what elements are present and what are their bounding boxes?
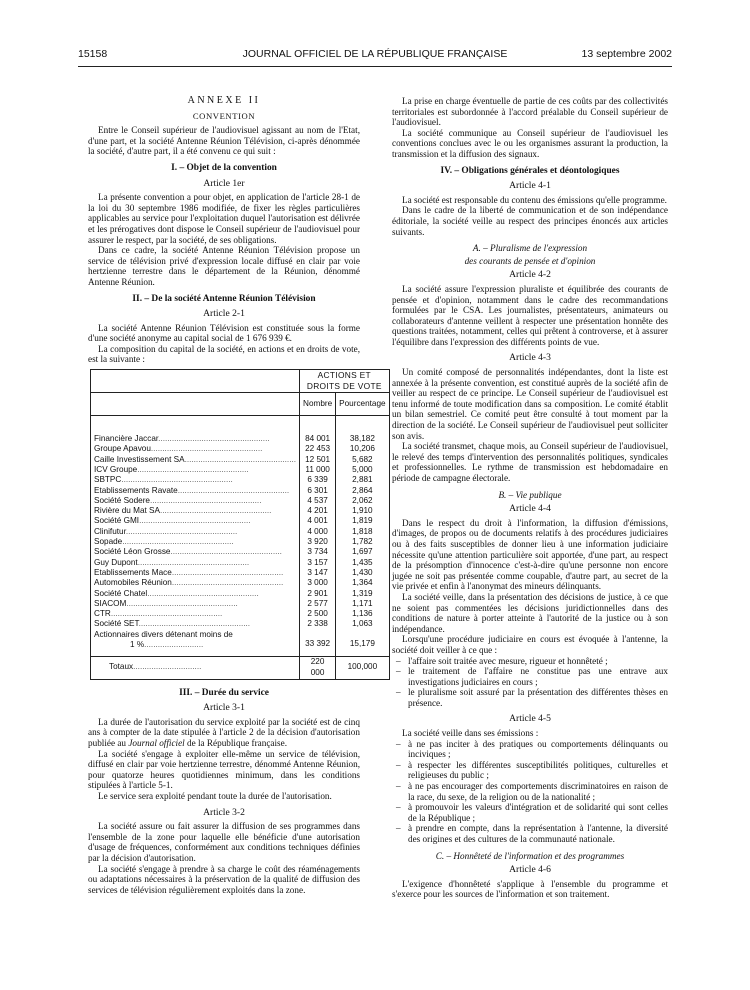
table-row [91,486,390,496]
article-3-2-paragraph: La société s'engage à prendre à sa charge le coût des réaménagements ou adaptations nécessaires à la préservation de la qualité de diffusion des services de télévision régulièrement exploités dans la zone. [88,863,360,895]
section-3-title: III. – Durée du service [179,687,269,698]
shareholder-name [91,475,300,485]
shareholder-name [91,630,300,657]
share-count: 4 537 [300,496,336,506]
shareholder-name [91,537,300,547]
share-count: 84 001 [300,416,336,445]
shareholder-name-text: Groupe Apavou [94,444,151,454]
shareholder-name [91,527,300,537]
share-percentage: 1,136 [336,609,389,619]
article-1-paragraph: Dans ce cadre, la société Antenne Réunion Télévision propose un service de télévision privé d'expression locale diffusé en clair par voie hertzienne terrestre dans le département de la Réunion, dénommé Antenne Réunion. [88,245,360,287]
shareholder-name-text: Société SET [94,619,139,629]
share-percentage: 2,062 [336,496,389,506]
shareholder-name [91,506,300,516]
article-4-3-paragraph: Un comité composé de personnalités indépendantes, dont la liste est annexée à la présente convention, est constitué auprès de la société afin de veiller au respect de ce principe. Le Conseil supérieur de l'audiovisuel est tenu informé de toute modification dans sa composition. Le comité établit un bilan semestriel. Ce comité peut être consulté à tout moment par la direction de la société. Le Conseil supérieur de l'audiovisuel peut solliciter son avis. [392,367,668,441]
shareholder-name [91,416,300,445]
share-count: 22 453 [300,444,336,454]
right-column [392,96,668,900]
intro-paragraph: Entre le Conseil supérieur de l'audiovisuel agissant au nom de l'Etat, d'une part, et la société Antenne Réunion Télévision, ci-après dénommée la société, d'autre part, il a été convenu ce qui suit : [88,125,360,157]
shareholder-name [91,547,300,557]
total-label-text: Totaux [109,662,134,672]
shareholder-name-text: Guy Dupont [94,557,138,567]
article-4-3-title: Article 4-3 [509,352,551,364]
article-3-1-paragraph: Le service sera exploité pendant toute la durée de l'autorisation. [98,791,332,802]
divers-label-line1: Actionnaires divers détenant moins de [94,629,233,639]
table-row [91,609,390,619]
shareholder-name-text: Société Sodere [94,495,150,505]
shareholder-name-text: CTR [94,609,111,619]
shareholder-name [91,599,300,609]
table-body [91,416,390,630]
page-header [78,48,672,64]
table-row [91,496,390,506]
leader-dots: ................................................. [122,537,234,547]
article-3-1-paragraph: La société s'engage à exploiter elle-même un service de télévision, diffusé en clair par voie hertzienne terrestre, dénommé Antenne Réunion, pour quatorze heures quotidiennes minimum, dans les conditions stipulées à l'article 5-1. [88,748,360,791]
issue-date: 13 septembre 2002 [581,48,672,60]
shareholder-name [91,444,300,454]
article-4-5-title: Article 4-5 [509,713,551,725]
share-percentage: 10,206 [336,444,389,454]
table-row [91,465,390,475]
article-4-1-paragraph: La société est responsable du contenu des émissions qu'elle programme. [402,194,667,205]
total-label [91,656,300,679]
article-4-4-paragraph: Lorsqu'une procédure judiciaire en cours est évoquée à l'antenne, la société doit veiller à ce que : [392,634,668,655]
table-row [91,527,390,537]
share-percentage: 1,435 [336,558,389,568]
article-4-1-title: Article 4-1 [509,180,551,192]
share-percentage: 1,910 [336,506,389,516]
share-percentage: 1,171 [336,599,389,609]
list-item: – à ne pas encourager des comportements discriminatoires en raison de la race, du sexe, de la religion ou de la nationalité ; [392,781,668,802]
list-item: – à prendre en compte, dans la représentation à l'antenne, la diversité des origines et des cultures de la communauté nationale. [392,823,668,844]
list-item: – le pluralisme soit assuré par la présentation des différentes thèses en présence. [392,687,668,708]
share-count: 6 301 [300,486,336,496]
article-4-4-title: Article 4-4 [509,503,551,515]
share-count: 2 338 [300,619,336,629]
section-2-title: II. – De la société Antenne Réunion Télévision [132,293,316,304]
table-header-empty [91,393,300,416]
leader-dots: ................................................. [171,578,284,588]
share-count: 33 392 [300,630,336,657]
subsection-b-title: B. – Vie publique [498,489,562,500]
table-row [91,589,390,599]
shareholder-name [91,496,300,506]
total-pourcentage: 100,000 [336,656,389,679]
subsection-a-title: A. – Pluralisme de l'expression [472,243,588,254]
shareholder-name-text: Financière Jaccar [94,434,159,444]
shareholder-name [91,609,300,619]
article-4-4-paragraph: Dans le respect du droit à l'information, la diffusion d'émissions, d'images, de propos ou de documents relatifs à des procédures judiciaires ou à des faits susceptibles de donner lieu à une information judiciaire nécessite qu'une attention particulière soit apportée, d'une part, au respect de la présomption d'innocence c'est-à-dire qu'une personne non encore jugée ne soit pas présentée comme coupable, d'autre part, au secret de la vie privée et enfin à l'anonymat des mineurs délinquants. [392,517,668,592]
table-row [91,475,390,485]
table-row [91,537,390,547]
leader-dots: ................................................. [158,434,270,444]
page-number: 15158 [78,48,108,60]
annexe-title: ANNEXE II [187,95,261,106]
leader-dots: ................................................. [147,588,259,598]
shareholder-name [91,455,300,465]
share-percentage: 15,179 [336,630,389,657]
shareholder-name-text: Rivière du Mat SA [94,506,160,516]
share-count: 3 157 [300,558,336,568]
share-percentage: 1,782 [336,537,389,547]
leader-dots: ................................................. [170,547,282,557]
leader-dots: ................................................. [125,526,238,536]
col-header-nombre: Nombre [300,393,336,416]
leader-dots: ................................................. [171,567,284,577]
table-row [91,416,390,445]
divers-label-line2: 1 % [130,639,145,649]
article-3-1-paragraph [88,717,360,749]
text-span: La durée de l'autorisation du service exploité par la société est de cinq ans à compter de la date stipulée à l'article 2 de la décision d'autorisation publiée au [88,716,360,749]
share-count: 2 500 [300,609,336,619]
article-1-title: Article 1er [203,177,245,189]
leader-dots: ................................................. [126,598,238,608]
leader-dots: .............................. [133,662,202,672]
list-item: – l'affaire soit traitée avec mesure, rigueur et honnêteté ; [392,656,668,667]
leader-dots: ................................................. [138,619,251,629]
table-row [91,568,390,578]
share-percentage: 2,881 [336,475,389,485]
leader-dots: ................................................. [177,485,290,495]
article-4-6-title: Article 4-6 [509,864,551,876]
article-4-5-list [392,739,668,845]
table-row [91,619,390,629]
shareholder-name-text: Sopade [94,537,123,547]
table-row [91,558,390,568]
share-count: 4 001 [300,516,336,526]
journal-title: JOURNAL OFFICIEL DE LA RÉPUBLIQUE FRANÇAISE [242,48,508,60]
article-1-paragraph: La présente convention a pour objet, en application de l'article 28-1 de la loi du 30 septembre 1986 modifiée, de fixer les règles particulières applicables au service pour l'exploitation duquel l'autorisation est délivrée et les prérogatives dont dispose le Conseil supérieur de l'audiovisuel pour assurer le respect, par la société, de ses obligations. [88,192,360,245]
share-percentage: 1,430 [336,568,389,578]
share-count: 4 000 [300,527,336,537]
leader-dots: ................................................. [137,557,250,567]
share-count: 3 734 [300,547,336,557]
article-2-1-paragraph: La société Antenne Réunion Télévision est constituée sous la forme d'une société anonyme au capital social de 1 676 939 €. [88,322,360,344]
share-percentage: 5,000 [336,465,389,475]
share-count: 3 920 [300,537,336,547]
article-4-6-paragraph: L'exigence d'honnêteté s'applique à l'ensemble du programme et s'exerce pour les sources de l'information et son traitement. [392,878,668,900]
article-4-2-paragraph: La société assure l'expression pluraliste et équilibrée des courants de pensée et d'opinion, notamment dans le cadre des recommandations formulées par le CSA. Les journalistes, présentateurs, animateurs ou collaborateurs d'antenne veillent à respecter une présentation honnête des questions traitées, notamment, celles qui prêtent à controverse, et à assurer l'équilibre dans l'expression des différents points de vue. [392,283,668,347]
share-percentage: 2,864 [336,486,389,496]
shareholder-name-text: SIACOM [94,598,127,608]
capital-table [90,369,390,680]
total-nombre: 220 000 [300,656,336,679]
list-item: – le traitement de l'affaire ne constitue pas une entrave aux investigations judiciaires en cours ; [392,666,668,687]
article-3-2-title: Article 3-2 [203,806,245,818]
share-count: 4 201 [300,506,336,516]
shareholder-name-text: SBTPC [94,475,122,485]
share-percentage: 1,319 [336,589,389,599]
shareholder-name-text: Clinifutur [94,526,126,536]
subsection-a-subtitle: des courants de pensée et d'opinion [464,255,596,266]
shareholder-name [91,578,300,588]
col-header-pourcentage: Pourcentage [336,393,389,416]
table-row [91,547,390,557]
shareholder-name-text: Caille Investissement SA [94,454,185,464]
table-row [91,599,390,609]
share-percentage: 1,697 [336,547,389,557]
leader-dots: ................................................. [159,506,272,516]
leader-dots: ................................................. [150,444,263,454]
leader-dots: ................................................. [137,464,249,474]
table-total-row [91,656,390,679]
convention-title: CONVENTION [192,110,256,121]
leader-dots: .......................... [144,639,204,649]
leader-dots: ................................................. [110,609,223,619]
article-4-3-paragraph: La société transmet, chaque mois, au Conseil supérieur de l'audiovisuel, le relevé des temps d'intervention des personnalités politiques, syndicales et professionnelles. Le rythme de transmission est hebdomadaire en période de campagne électorale. [392,441,668,483]
shareholder-name [91,486,300,496]
article-4-5-paragraph: La société veille dans ses émissions : [402,728,539,739]
share-count: 12 501 [300,455,336,465]
shareholder-name-text: Etablissements Ravate [94,485,178,495]
table-row [91,516,390,526]
article-4-4-paragraph: La société veille, dans la présentation des décisions de justice, à ce que ne soient pas commentées les décisions juridictionnelles dans des conditions de nature à porter atteinte à l'autorité de la justice ou à son indépendance. [392,591,668,634]
shareholder-name-text: Société Chatel [94,588,148,598]
list-item: – à promouvoir les valeurs d'intégration et de solidarité qui sont celles de la République ; [392,802,668,823]
share-count: 2 901 [300,589,336,599]
article-3-2-paragraph: La société assure ou fait assurer la diffusion de ses programmes dans l'ensemble de la zone pour laquelle elle bénéficie d'une autorisation d'usage de fréquences, conformément aux conditions techniques définies par la décision d'autorisation. [88,821,360,864]
table-header-row [91,370,390,393]
shareholder-name-text: Société Léon Grosse [94,547,171,557]
table-row [91,444,390,454]
table-row [91,506,390,516]
shareholder-name [91,619,300,629]
shareholder-name-text: Société GMI [94,516,140,526]
journal-officiel-italic: Journal officiel [128,738,185,749]
article-3-1-title: Article 3-1 [203,702,245,714]
share-count: 3 000 [300,578,336,588]
leader-dots: ................................................. [139,516,251,526]
list-item: – à ne pas inciter à des pratiques ou comportements délinquants ou inciviques ; [392,739,668,760]
article-2-1-paragraph: La composition du capital de la société, en actions et en droits de vote, est la suivante : [88,343,360,365]
article-4-1-paragraph: Dans le cadre de la liberté de communication et de son indépendance éditoriale, la société veille au respect des principes énoncés aux articles suivants. [392,205,668,237]
table-subheader-row [91,393,390,416]
section-4-title: IV. – Obligations générales et déontologiques [440,165,620,176]
table-row [91,578,390,588]
left-column [88,95,386,895]
table-row [91,455,390,465]
share-count: 6 339 [300,475,336,485]
shareholder-name [91,516,300,526]
share-percentage: 38,182 [336,416,389,445]
shareholder-name-text: Automobiles Réunion [94,578,172,588]
article-2-1-title: Article 2-1 [203,308,245,320]
text-span: de la République française. [184,738,287,749]
list-item: – à respecter les différentes susceptibilités politiques, culturelles et religieuses du public ; [392,760,668,781]
subsection-c-title: C. – Honnêteté de l'information et des programmes [435,850,625,861]
continuation-paragraph: La prise en charge éventuelle de partie de ces coûts par des collectivités territoriales est subordonnée à l'accord préalable du Conseil supérieur de l'audiovisuel. [392,96,668,128]
shareholder-name [91,465,300,475]
share-percentage: 1,818 [336,527,389,537]
header-rule [78,66,672,67]
leader-dots: ................................................. [121,475,233,485]
continuation-paragraph: La société communique au Conseil supérieur de l'audiovisuel les conventions conclues avec le ou les organismes assurant la production, la transmission et la diffusion des signaux. [392,127,668,159]
shareholder-name-text: ICV Groupe [94,464,138,474]
share-count: 3 147 [300,568,336,578]
article-4-2-title: Article 4-2 [509,269,551,281]
table-header-empty [91,370,300,393]
share-count: 11 000 [300,465,336,475]
article-4-4-list [392,656,668,709]
leader-dots: ................................................. [150,495,262,505]
shareholder-name [91,589,300,599]
shareholder-name [91,558,300,568]
table-group-header: ACTIONS ET DROITS DE VOTE [300,370,390,393]
share-percentage: 1,364 [336,578,389,588]
share-count: 2 577 [300,599,336,609]
shareholder-name [91,568,300,578]
share-percentage: 5,682 [336,455,389,465]
share-percentage: 1,063 [336,619,389,629]
shareholder-name-text: Etablissements Mace [94,567,172,577]
share-percentage: 1,819 [336,516,389,526]
leader-dots: ................................................. [184,454,297,464]
section-1-title: I. – Objet de la convention [171,162,277,173]
table-row-divers [91,630,390,657]
